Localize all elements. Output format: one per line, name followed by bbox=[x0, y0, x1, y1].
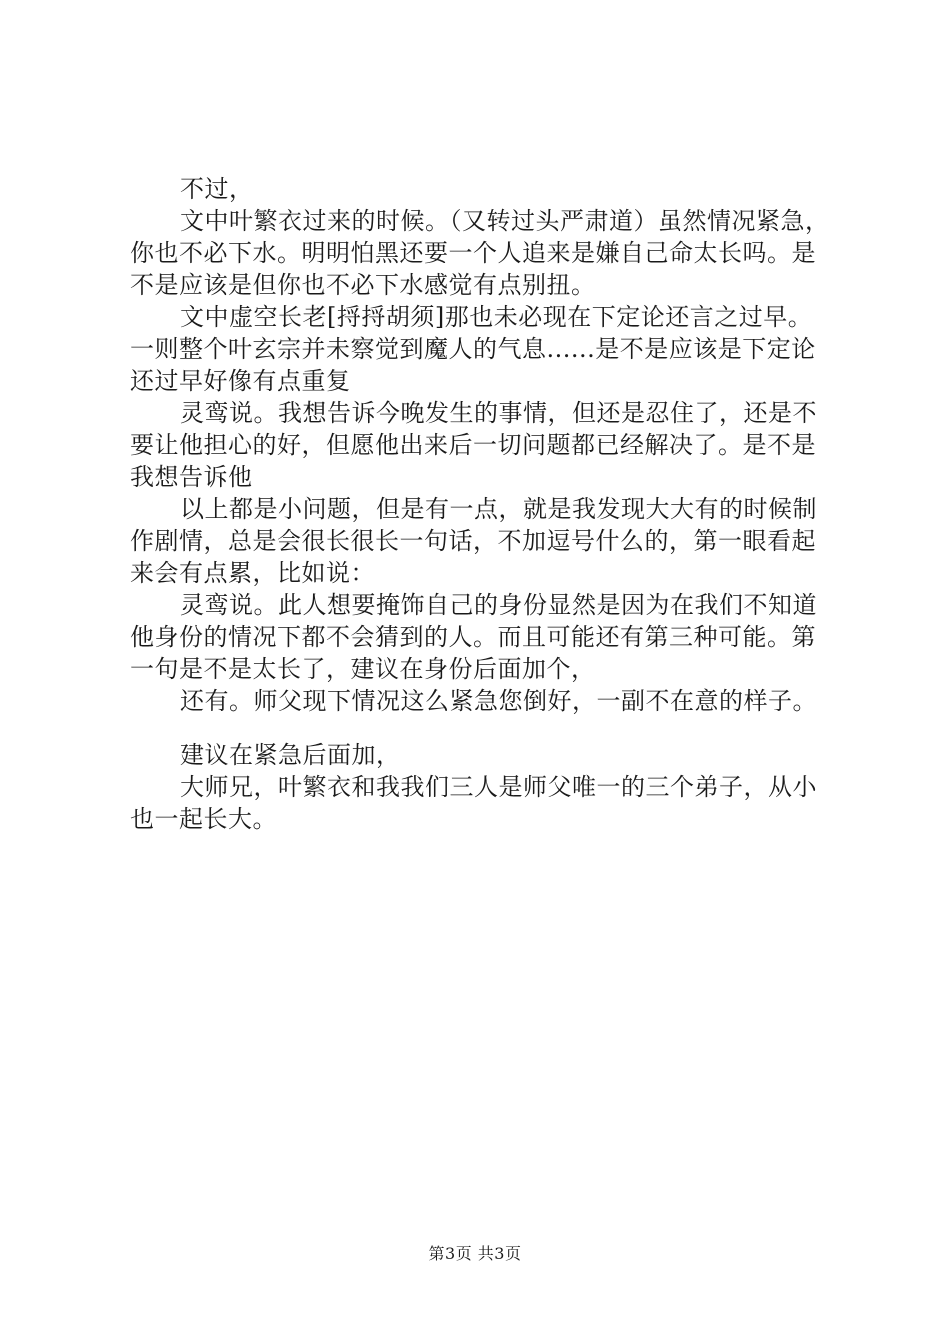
paragraph: 灵鸾说。此人想要掩饰自己的身份显然是因为在我们不知道他身份的情况下都不会猜到的人。而且可能还有第三种可能。第一句是不是太长了，建议在身份后面加个， bbox=[130, 591, 817, 683]
paragraph: 以上都是小问题，但是有一点，就是我发现大大有的时候制作剧情，总是会很长很长一句话，不加逗号什么的，第一眼看起来会有点累，比如说： bbox=[130, 495, 817, 587]
paragraph: 文中叶繁衣过来的时候。（又转过头严肃道）虽然情况紧急，你也不必下水。明明怕黑还要一个人追来是嫌自己命太长吗。是不是应该是但你也不必下水感觉有点别扭。 bbox=[130, 207, 830, 299]
paragraph: 不过， bbox=[180, 175, 254, 203]
page-number-footer: 第3页 共3页 bbox=[428, 1244, 522, 1263]
paragraph: 大师兄，叶繁衣和我我们三人是师父唯一的三个弟子，从小也一起长大。 bbox=[130, 773, 817, 833]
paragraph: 灵鸾说。我想告诉今晚发生的事情，但还是忍住了，还是不要让他担心的好，但愿他出来后一切问题都已经解决了。是不是我想告诉他 bbox=[130, 399, 817, 491]
paragraph: 文中虚空长老[捋捋胡须]那也未必现在下定论还言之过早。一则整个叶玄宗并未察觉到魔人的气息......是不是应该是下定论还过早好像有点重复 bbox=[130, 303, 816, 395]
paragraph: 建议在紧急后面加， bbox=[180, 741, 401, 769]
document-body bbox=[130, 173, 836, 835]
paragraph: 还有。师父现下情况这么紧急您倒好，一副不在意的样子。 bbox=[180, 687, 817, 715]
